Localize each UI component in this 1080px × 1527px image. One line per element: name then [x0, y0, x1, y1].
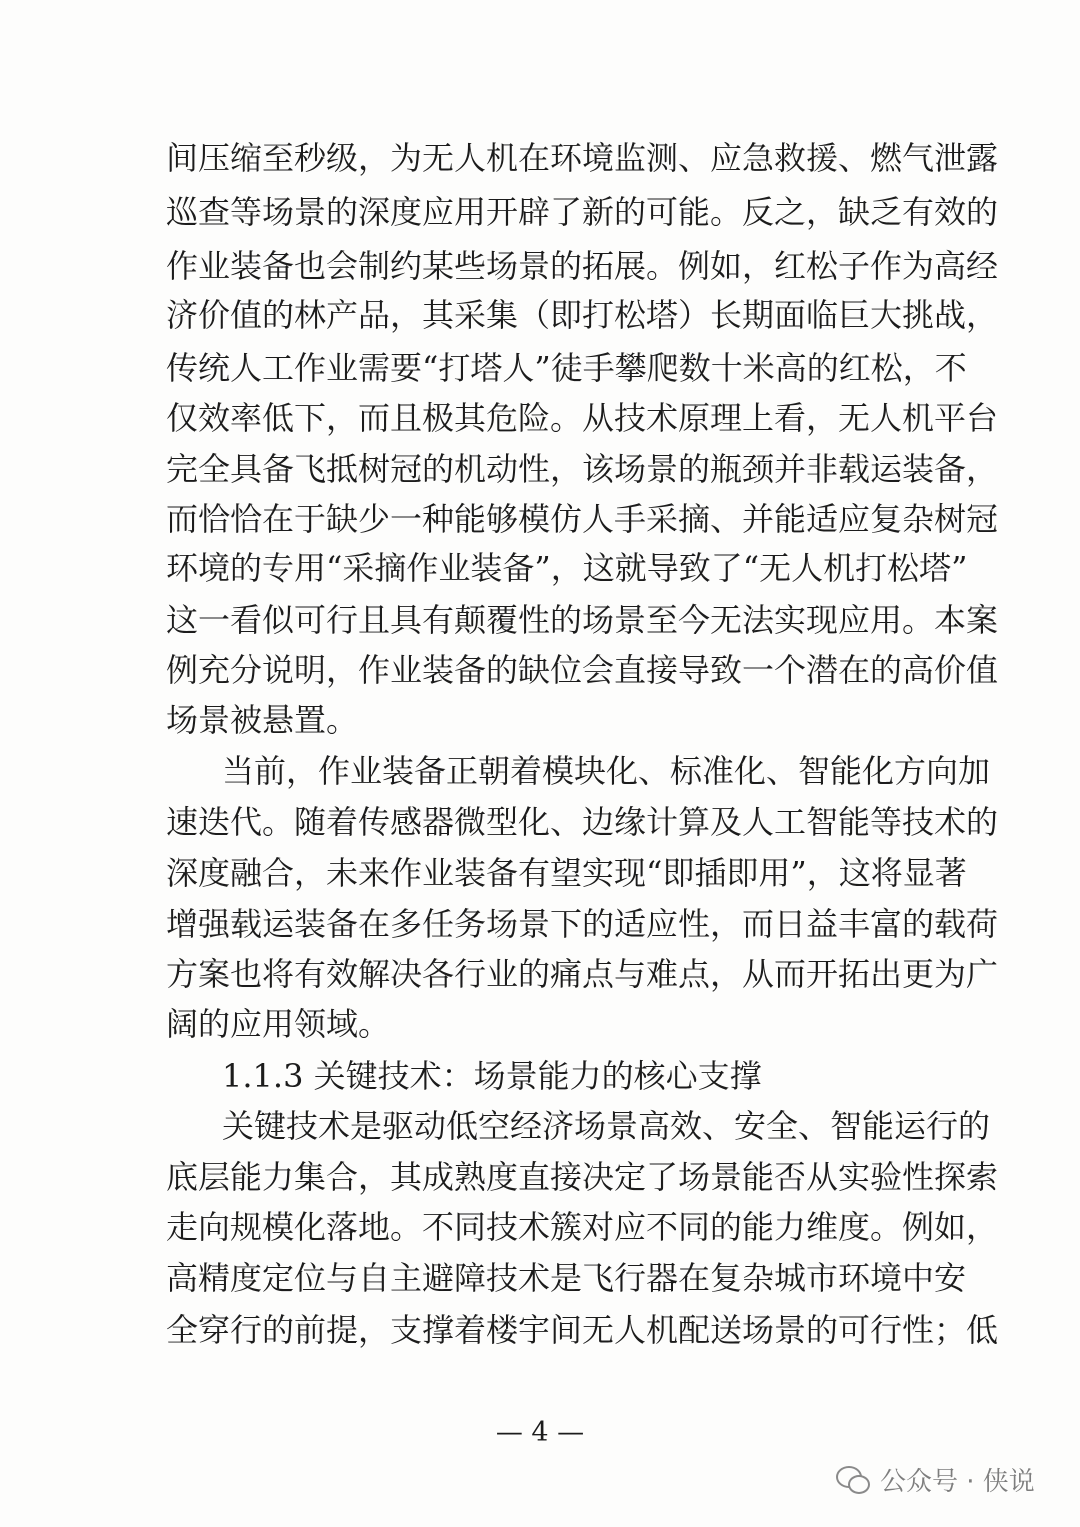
- paragraph-first-line: 关键技术是驱动低空经济场景高效、安全、智能运行的: [222, 1107, 991, 1145]
- section-heading: 1.1.3 关键技术：场景能力的核心支撑: [222, 1057, 762, 1095]
- paragraph-first-line: 当前，作业装备正朝着模块化、标准化、智能化方向加: [222, 752, 991, 790]
- text-line: 方案也将有效解决各行业的痛点与难点，从而开拓出更为广: [166, 955, 999, 993]
- text-line: 环境的专用“采摘作业装备”，这就导致了“无人机打松塔”: [166, 549, 968, 587]
- text-line: 作业装备也会制约某些场景的拓展。例如，红松子作为高经: [166, 247, 999, 285]
- wechat-icon: [836, 1464, 870, 1494]
- text-line: 这一看似可行且具有颠覆性的场景至今无法实现应用。本案: [166, 601, 999, 639]
- text-line: 间压缩至秒级，为无人机在环境监测、应急救援、燃气泄露: [166, 139, 999, 177]
- text-line: 传统人工作业需要“打塔人”徒手攀爬数十米高的红松，不: [166, 349, 967, 387]
- text-line: 巡查等场景的深度应用开辟了新的可能。反之，缺乏有效的: [166, 193, 999, 231]
- watermark-text: 公众号 · 侠说: [880, 1466, 1035, 1497]
- text-line: 场景被悬置。: [166, 701, 359, 739]
- text-line: 增强载运装备在多任务场景下的适应性，而日益丰富的载荷: [166, 905, 999, 943]
- page-number: — 4 —: [495, 1417, 585, 1448]
- text-line: 例充分说明，作业装备的缺位会直接导致一个潜在的高价值: [166, 651, 999, 689]
- text-line: 深度融合，未来作业装备有望实现“即插即用”，这将显著: [166, 854, 967, 892]
- text-line: 仅效率低下，而且极其危险。从技术原理上看，无人机平台: [166, 399, 999, 437]
- text-line: 阔的应用领域。: [166, 1005, 391, 1043]
- text-line: 底层能力集合，其成熟度直接决定了场景能否从实验性探索: [166, 1158, 999, 1196]
- text-line: 走向规模化落地。不同技术簇对应不同的能力维度。例如，: [166, 1208, 999, 1246]
- text-line: 完全具备飞抵树冠的机动性，该场景的瓶颈并非载运装备，: [166, 450, 999, 488]
- text-line: 高精度定位与自主避障技术是飞行器在复杂城市环境中安: [166, 1259, 967, 1297]
- watermark: [836, 1459, 1035, 1499]
- text-line: 全穿行的前提，支撑着楼宇间无人机配送场景的可行性；低: [166, 1311, 999, 1349]
- text-line: 而恰恰在于缺少一种能够模仿人手采摘、并能适应复杂树冠: [166, 500, 999, 538]
- text-line: 速迭代。随着传感器微型化、边缘计算及人工智能等技术的: [166, 803, 999, 841]
- text-line: 济价值的林产品，其采集（即打松塔）长期面临巨大挑战，: [166, 296, 999, 334]
